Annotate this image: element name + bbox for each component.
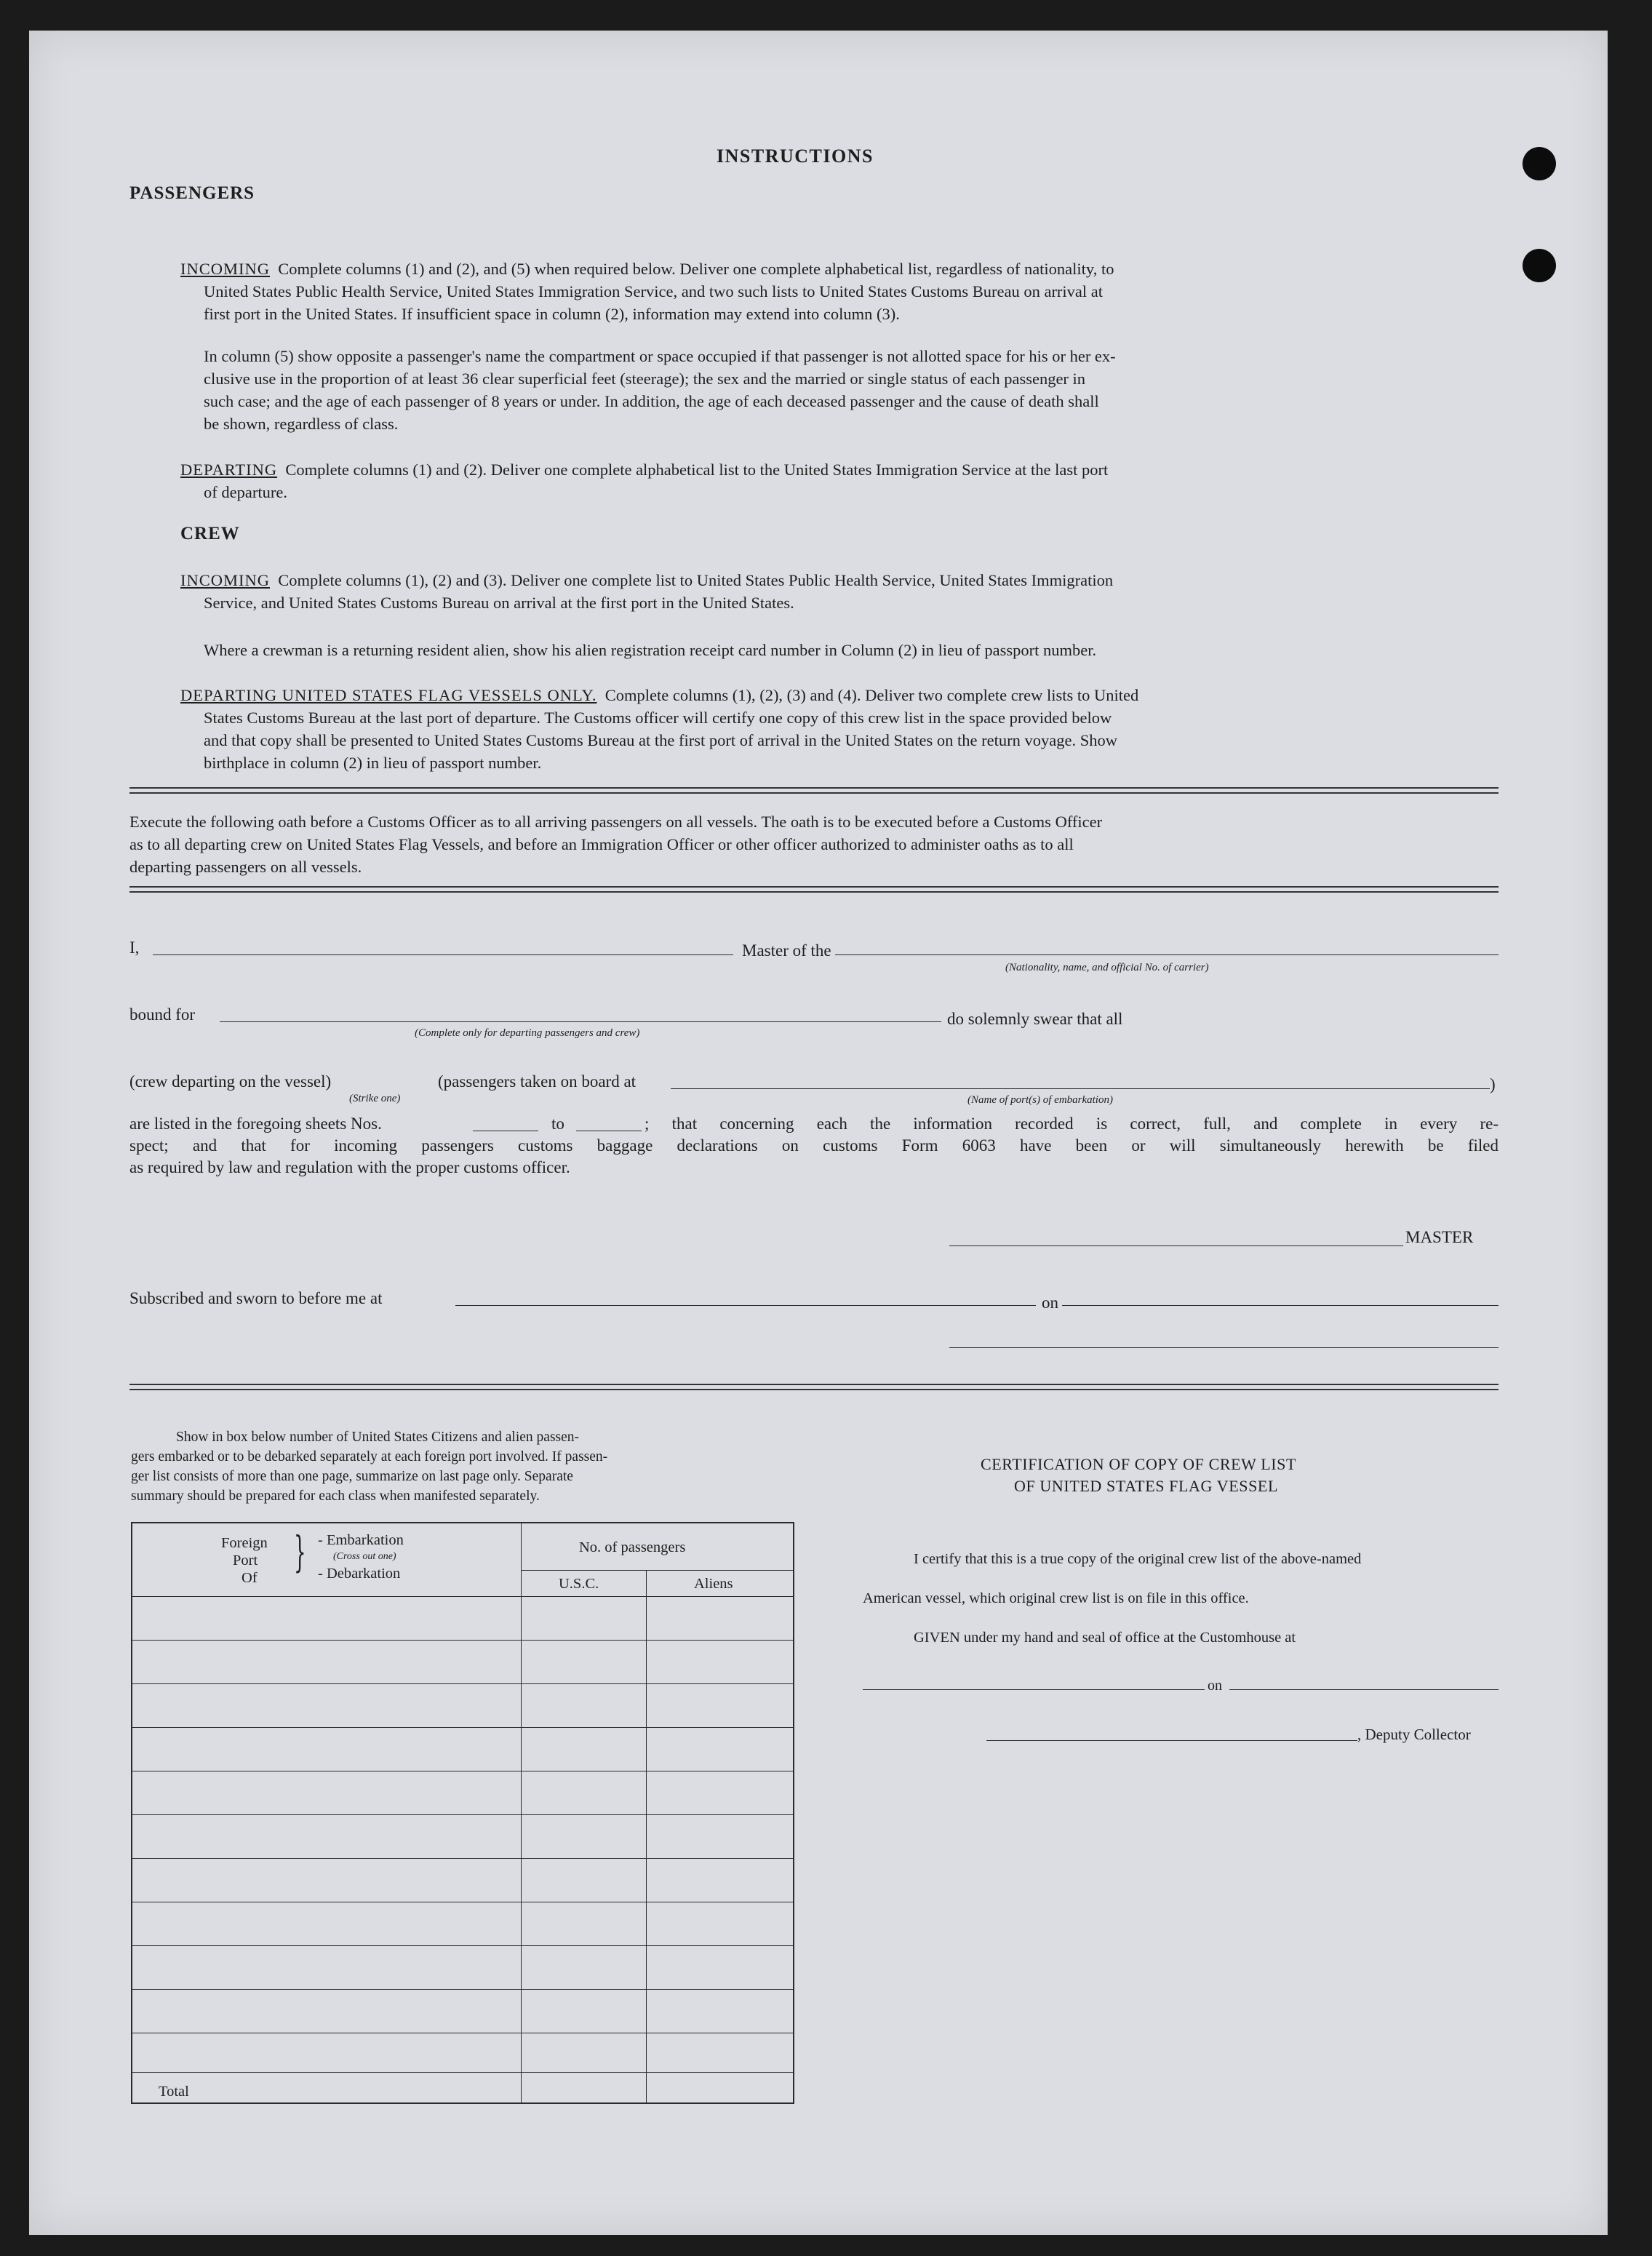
- deputy-collector-field[interactable]: [986, 1740, 1357, 1741]
- row-line-2: [132, 1640, 793, 1641]
- of-label: Of: [242, 1570, 258, 1586]
- sworn-place-field[interactable]: [455, 1305, 1036, 1306]
- crew-incoming-label: INCOMING: [180, 571, 270, 589]
- brace-left: }: [294, 1527, 306, 1577]
- foreign-label: Foreign: [221, 1535, 268, 1551]
- punch-hole-top: [1523, 147, 1556, 180]
- row-line-total: [132, 2072, 793, 2073]
- crew-resident-alien-text: Where a crewman is a returning resident alien, show his alien registration receipt card number in Column (2) in lieu of passport number.: [204, 641, 1097, 659]
- form-page: [29, 31, 1608, 2235]
- row-line-6: [132, 1814, 793, 1815]
- certify-text-2: American vessel, which original crew list is on file in this office.: [863, 1590, 1249, 1606]
- officer-signature-field[interactable]: [949, 1347, 1499, 1348]
- crew-heading: CREW: [180, 524, 240, 543]
- oath-i-label: I,: [129, 938, 140, 957]
- passengers-incoming-paragraph: [180, 258, 1474, 325]
- passengers-incoming-label: INCOMING: [180, 260, 270, 278]
- punch-hole-bottom: [1523, 249, 1556, 282]
- port-caption: (Name of port(s) of embarkation): [967, 1094, 1113, 1106]
- passengers-column5-text-4: be shown, regardless of class.: [204, 415, 399, 433]
- bound-for-caption: (Complete only for departing passengers and crew): [415, 1027, 640, 1039]
- summary-intro: [131, 1427, 793, 1506]
- certify-text-1: I certify that this is a true copy of the original crew list of the above-named: [914, 1551, 1362, 1567]
- debarkation-option[interactable]: - Debarkation: [318, 1566, 401, 1582]
- passenger-summary-table: [131, 1522, 794, 2104]
- certification-title-1: CERTIFICATION OF COPY OF CREW LIST: [981, 1455, 1297, 1473]
- crew-flag-label: DEPARTING UNITED STATES FLAG VESSELS ONLY.: [180, 686, 597, 704]
- bound-for-field[interactable]: [220, 1021, 941, 1022]
- usc-header: U.S.C.: [559, 1576, 599, 1592]
- oath-intro-text-2: as to all departing crew on United States Flag Vessels, and before an Immigration Officer or other officer authorized to administer oaths as to all: [129, 835, 1074, 853]
- crew-flag-vessels-paragraph: [180, 684, 1474, 774]
- deputy-collector-label: , Deputy Collector: [1357, 1726, 1471, 1743]
- crew-incoming-text-1: Complete columns (1), (2) and (3). Deliver one complete list to United States Public Health Service, United States Immigration: [278, 571, 1114, 589]
- strike-one-caption: (Strike one): [349, 1093, 401, 1104]
- passengers-heading: PASSENGERS: [129, 183, 255, 203]
- listed-suffix: ; that concerning each the information recorded is correct, full, and complete in every re-: [645, 1115, 1499, 1133]
- master-of-the-label: Master of the: [742, 941, 831, 960]
- crew-incoming-paragraph: [180, 569, 1474, 614]
- crew-flag-text-2: States Customs Bureau at the last port of departure. The Customs officer will certify one copy of this crew list in the space provided below: [204, 709, 1112, 727]
- passengers-departing-label: DEPARTING: [180, 461, 278, 479]
- carrier-caption: (Nationality, name, and official No. of carrier): [1005, 962, 1209, 973]
- customhouse-field[interactable]: [863, 1689, 1205, 1690]
- oath-text-line-3: as required by law and regulation with the proper customs officer.: [129, 1158, 570, 1176]
- passengers-departing-text-1: Complete columns (1) and (2). Deliver one complete alphabetical list to the United States Immigration Service at the last port: [285, 461, 1109, 479]
- cross-out-caption: (Cross out one): [333, 1551, 396, 1562]
- oath-intro-text-1: Execute the following oath before a Customs Officer as to all arriving passengers on all vessels. The oath is to be executed before a Customs Officer: [129, 813, 1103, 831]
- passengers-departing-text-2: of departure.: [204, 483, 287, 501]
- listed-prefix: are listed in the foregoing sheets Nos.: [129, 1115, 382, 1133]
- row-line-10: [132, 1989, 793, 1990]
- crew-flag-text-4: birthplace in column (2) in lieu of passport number.: [204, 754, 542, 772]
- crew-flag-text-1: Complete columns (1), (2), (3) and (4). Deliver two complete crew lists to United: [604, 686, 1139, 704]
- crew-departing-option[interactable]: (crew departing on the vessel): [129, 1072, 332, 1091]
- certification-date-field[interactable]: [1229, 1689, 1499, 1690]
- sworn-on-label: on: [1042, 1294, 1058, 1312]
- passengers-column5-text-3: such case; and the age of each passenger of 8 years or under. In addition, the age of each deceased passenger and the cause of death shall: [204, 392, 1099, 410]
- passengers-column5-text-2: clusive use in the proportion of at least 36 clear superficial feet (steerage); the sex and the married or single status of each passenger in: [204, 370, 1086, 388]
- section-divider-3: [129, 1384, 1499, 1390]
- to-label: to: [551, 1115, 564, 1133]
- port-label: Port: [233, 1553, 258, 1569]
- section-divider-2: [129, 886, 1499, 893]
- row-line-9: [132, 1945, 793, 1946]
- embarkation-port-field[interactable]: [671, 1088, 1490, 1089]
- oath-text-line-2: spect; and that for incoming passengers customs baggage declarations on customs Form 6063 have been or will simultaneously herewith be filed: [129, 1136, 1499, 1155]
- certification-on-label: on: [1208, 1678, 1222, 1694]
- subscribed-label: Subscribed and sworn to before me at: [129, 1289, 383, 1307]
- summary-intro-text-3: ger list consists of more than one page, summarize on last page only. Separate: [131, 1469, 573, 1484]
- aliens-header: Aliens: [694, 1576, 733, 1592]
- master-signature-label: MASTER: [1405, 1228, 1474, 1246]
- sworn-date-field[interactable]: [1062, 1305, 1499, 1306]
- crew-resident-alien-paragraph: [204, 639, 1474, 661]
- row-line-1: [132, 1596, 793, 1597]
- crew-incoming-text-2: Service, and United States Customs Bureau on arrival at the first port in the United States.: [204, 594, 794, 612]
- close-paren: ): [1490, 1075, 1496, 1093]
- carrier-field[interactable]: [835, 954, 1499, 955]
- total-label: Total: [159, 2084, 189, 2100]
- header-divider: [521, 1570, 793, 1571]
- row-line-3: [132, 1683, 793, 1684]
- section-divider-1: [129, 787, 1499, 794]
- passengers-taken-option[interactable]: (passengers taken on board at: [438, 1072, 637, 1091]
- master-name-field[interactable]: [153, 954, 733, 955]
- passengers-column5-paragraph: [204, 345, 1474, 435]
- row-line-4: [132, 1727, 793, 1728]
- oath-intro-text-3: departing passengers on all vessels.: [129, 858, 362, 876]
- row-line-7: [132, 1858, 793, 1859]
- form-title: INSTRUCTIONS: [717, 146, 874, 167]
- crew-flag-text-3: and that copy shall be presented to United States Customs Bureau at the first port of arrival in the United States on the return voyage. Show: [204, 731, 1117, 749]
- column-divider-port: [521, 1523, 522, 2102]
- passengers-incoming-text-3: first port in the United States. If insufficient space in column (2), information may extend into column (3).: [204, 305, 900, 323]
- summary-intro-text-1: Show in box below number of United States Citizens and alien passen-: [176, 1430, 580, 1445]
- oath-intro-paragraph: [129, 810, 1499, 878]
- passengers-departing-paragraph: [180, 458, 1474, 503]
- bound-for-label: bound for: [129, 1005, 196, 1024]
- passengers-incoming-text-2: United States Public Health Service, United States Immigration Service, and two such lists to United States Customs Bureau on arrival at: [204, 282, 1104, 300]
- column-divider-usc: [646, 1570, 647, 2102]
- passengers-incoming-text-1: Complete columns (1) and (2), and (5) when required below. Deliver one complete alphabetical list, regardless of nationality, to: [278, 260, 1114, 278]
- embarkation-option[interactable]: - Embarkation: [318, 1532, 404, 1548]
- summary-intro-text-2: gers embarked or to be debarked separately at each foreign port involved. If passen-: [131, 1449, 608, 1464]
- solemnly-swear-label: do solemnly swear that all: [947, 1010, 1123, 1028]
- summary-intro-text-4: summary should be prepared for each class when manifested separately.: [131, 1488, 540, 1504]
- passengers-column5-text-1: In column (5) show opposite a passenger's name the compartment or space occupied if that passenger is not allotted space for his or her ex-: [204, 347, 1116, 365]
- master-signature-field[interactable]: [949, 1245, 1403, 1246]
- given-text: GIVEN under my hand and seal of office at the Customhouse at: [914, 1630, 1296, 1646]
- no-of-passengers-header: No. of passengers: [579, 1539, 686, 1555]
- certification-title-2: OF UNITED STATES FLAG VESSEL: [1014, 1477, 1278, 1495]
